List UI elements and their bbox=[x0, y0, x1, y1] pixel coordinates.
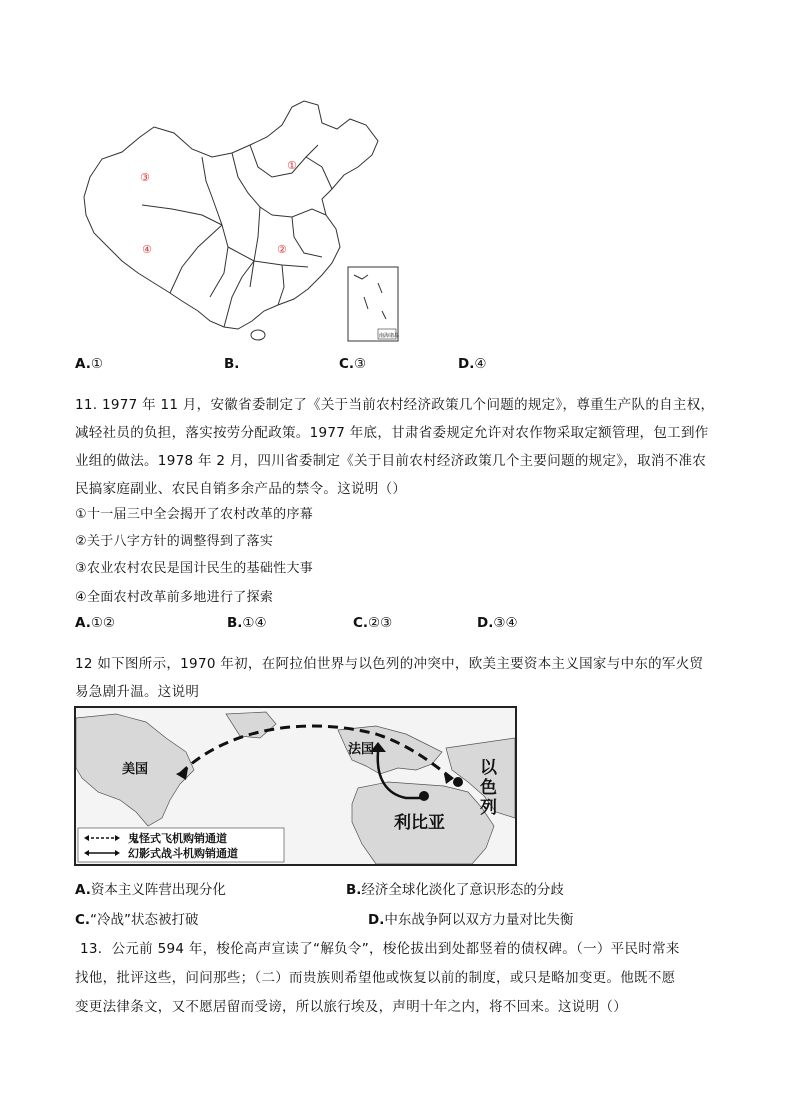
legend-dashed-label: 鬼怪式飞机购销通道 bbox=[128, 832, 227, 845]
china-map-outline bbox=[82, 97, 402, 347]
q10-option-c[interactable]: C.③ bbox=[339, 356, 367, 372]
q11-item-3: ③农业农村农民是国计民生的基础性大事 bbox=[75, 561, 314, 576]
label-france: 法国 bbox=[348, 742, 375, 757]
q11-stem-line-2: 减轻社员的负担，落实按劳分配政策。1977 年底，甘肃省委规定允许对农作物采取定额管理，包工到作 bbox=[75, 425, 709, 441]
q10-option-b[interactable]: B. bbox=[224, 356, 240, 372]
svg-text:南海诸岛: 南海诸岛 bbox=[379, 333, 400, 339]
q11-stem-line-4: 民搞家庭副业、农民自销多余产品的禁令。这说明（） bbox=[75, 481, 407, 497]
q11-option-d[interactable]: D.③④ bbox=[477, 615, 518, 631]
q12-option-b[interactable]: B.经济全球化淡化了意识形态的分歧 bbox=[346, 882, 564, 898]
legend-solid-label: 幻影式战斗机购销通道 bbox=[128, 847, 238, 860]
q13-stem-line-3: 变更法律条文，又不愿居留而受谤，所以旅行埃及，声明十年之内，将不回来。这说明（） bbox=[75, 999, 627, 1015]
q11-item-2: ②关于八字方针的调整得到了落实 bbox=[75, 534, 274, 549]
q10-option-a[interactable]: A.① bbox=[75, 356, 103, 372]
label-israel: 以 色 列 bbox=[480, 758, 497, 818]
map-mark-2: ② bbox=[277, 243, 287, 256]
q11-item-4: ④全面农村改革前多地进行了探索 bbox=[75, 590, 274, 605]
label-usa: 美国 bbox=[122, 762, 149, 777]
q10-option-d[interactable]: D.④ bbox=[458, 356, 487, 372]
q11-stem-line-3: 业组的做法。1978 年 2 月，四川省委制定《关于目前农村经济政策几个主要问题的规定》，取消不准农 bbox=[75, 453, 707, 469]
q13-stem-line-2: 找他，批评这些，问问那些；（二）而贵族则希望他或恢复以前的制度，或只是略加变更。他既不愿 bbox=[75, 970, 676, 986]
libya-point bbox=[419, 791, 429, 801]
arms-trade-map bbox=[74, 706, 517, 866]
map-mark-1: ① bbox=[287, 159, 297, 172]
south-china-sea-inset bbox=[348, 267, 399, 341]
q13-stem-line-1: 13．公元前 594 年，梭伦高声宣读了“解负令”，梭伦拔出到处都竖着的债权碑。（一）平民时常来 bbox=[80, 941, 680, 957]
map-mark-4: ④ bbox=[142, 243, 152, 256]
q12-option-a[interactable]: A.资本主义阵营出现分化 bbox=[75, 882, 226, 898]
label-libya: 利比亚 bbox=[394, 813, 445, 833]
q11-option-a[interactable]: A.①② bbox=[75, 615, 116, 631]
q11-item-1: ①十一届三中全会揭开了农村改革的序幕 bbox=[75, 507, 314, 522]
q12-stem-line-1: 12 如下图所示，1970 年初，在阿拉伯世界与以色列的冲突中，欧美主要资本主义国家与中东的军火贸 bbox=[75, 656, 704, 672]
q11-option-c[interactable]: C.②③ bbox=[353, 615, 393, 631]
q12-option-d[interactable]: D.中东战争阿以双方力量对比失衡 bbox=[368, 912, 574, 928]
q11-stem-line-1: 11. 1977 年 11 月，安徽省委制定了《关于当前农村经济政策几个问题的规定》，尊重生产队的自主权， bbox=[75, 397, 715, 413]
q11-option-b[interactable]: B.①④ bbox=[227, 615, 267, 631]
china-map bbox=[82, 97, 402, 347]
map-mark-3: ③ bbox=[140, 171, 150, 184]
q12-stem-line-2: 易急剧升温。这说明 bbox=[75, 684, 200, 700]
q12-option-c[interactable]: C.“冷战”状态被打破 bbox=[75, 912, 199, 928]
israel-point bbox=[453, 777, 463, 787]
